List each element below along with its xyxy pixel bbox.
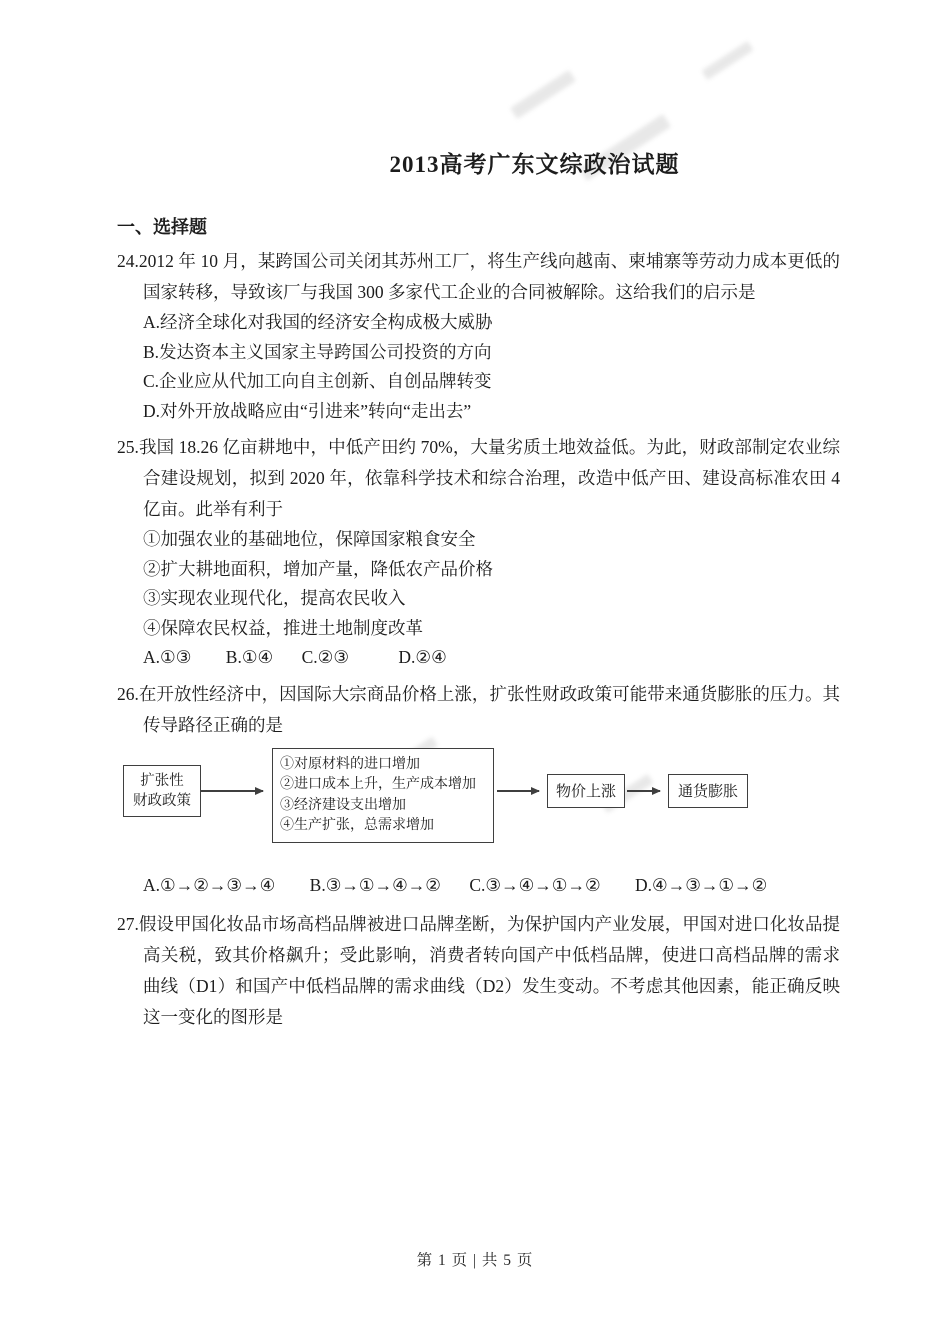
section-heading: 一、选择题	[117, 217, 207, 237]
question-25-option-c: C.②③	[301, 647, 350, 667]
flowchart-price-rise-box: 物价上涨	[547, 774, 625, 808]
flowchart-start-line-2: 财政政策	[133, 792, 191, 809]
question-stem-text: 2012 年 10 月，某跨国公司关闭其苏州工厂，将生产线向越南、柬埔寨等劳动力成本更低的国家转移，导致该厂与我国 300 多家代工企业的合同被解除。这给我们的启示是	[138, 251, 840, 302]
question-25	[117, 432, 840, 673]
flowchart-process-line-4: ④生产扩张，总需求增加	[280, 818, 434, 833]
question-number: 26.	[117, 683, 139, 704]
question-24-option-a: A.经济全球化对我国的经济安全构成极大威胁	[143, 312, 493, 332]
question-24-option-b: B.发达资本主义国家主导跨国公司投资的方向	[143, 341, 492, 362]
question-27-stem	[117, 909, 840, 1033]
flowchart-process-line-3: ③经济建设支出增加	[280, 797, 406, 813]
question-24-stem	[117, 246, 840, 308]
question-stem-text: 在开放性经济中，因国际大宗商品价格上涨，扩张性财政政策可能带来通货膨胀的压力。其传导路径正确的是	[138, 683, 840, 735]
question-25-option-d: D.②④	[398, 647, 447, 667]
question-25-item-4: ④保障农民权益，推进土地制度改革	[143, 617, 423, 638]
question-24	[117, 246, 840, 426]
flowchart-arrow-2	[497, 790, 539, 792]
question-25-option-a: A.①③	[143, 647, 192, 667]
question-number: 24.	[117, 251, 139, 271]
question-26	[117, 679, 840, 901]
question-25-option-b: B.①④	[225, 647, 274, 667]
flowchart-start-box	[123, 765, 201, 817]
question-26-option-a: A.①→②→③→④	[143, 874, 276, 895]
question-26-option-c: C.③→④→①→②	[469, 874, 601, 895]
question-27	[117, 909, 840, 1033]
flowchart-process-line-1: ①对原材料的进口增加	[280, 756, 420, 772]
question-25-item-2: ②扩大耕地面积，增加产量，降低农产品价格	[143, 558, 493, 579]
question-25-stem	[117, 432, 840, 525]
page-footer: 第 1 页 | 共 5 页	[416, 1252, 534, 1269]
flowchart-arrow-3	[627, 790, 660, 792]
transmission-path-flowchart	[117, 745, 840, 857]
question-stem-text: 假设甲国化妆品市场高档品牌被进口品牌垄断，为保护国内产业发展，甲国对进口化妆品提高关税，致其价格飙升；受此影响，消费者转向国产中低档品牌，使进口高档品牌的需求曲线（D1）和国产中低档品牌的需求曲线（D2）发生变动。不考虑其他因素，能正确反映这一变化的图形是	[138, 914, 840, 1027]
page-title: 2013高考广东文综政治试题	[389, 152, 680, 177]
flowchart-inflation-box: 通货膨胀	[668, 774, 748, 808]
flowchart-process-box	[272, 748, 494, 843]
flowchart-arrow-1	[201, 790, 263, 792]
question-25-item-1: ①加强农业的基础地位，保障国家粮食安全	[143, 529, 476, 549]
question-stem-text: 我国 18.26 亿亩耕地中，中低产田约 70%，大量劣质土地效益低。为此，财政部制定农业综合建设规划，拟到 2020 年，依靠科学技术和综合治理，改造中低产田、建设高标准农田 4 亿亩。此举有利于	[138, 437, 840, 519]
question-25-item-3: ③实现农业现代化，提高农民收入	[143, 588, 406, 608]
question-26-option-b: B.③→①→④→②	[309, 874, 441, 895]
question-number: 27.	[117, 914, 139, 934]
question-24-option-c: C.企业应从代加工向自主创新、自创品牌转变	[143, 371, 492, 391]
question-24-option-d: D.对外开放战略应由“引进来”转向“走出去”	[143, 400, 472, 421]
flowchart-process-line-2: ②进口成本上升，生产成本增加	[280, 777, 476, 792]
question-26-options	[143, 871, 840, 901]
question-26-stem	[117, 679, 840, 741]
question-number: 25.	[117, 437, 139, 457]
flowchart-start-line-1: 扩张性	[140, 772, 184, 789]
question-25-options	[143, 643, 840, 673]
question-26-option-d: D.④→③→①→②	[635, 874, 768, 895]
